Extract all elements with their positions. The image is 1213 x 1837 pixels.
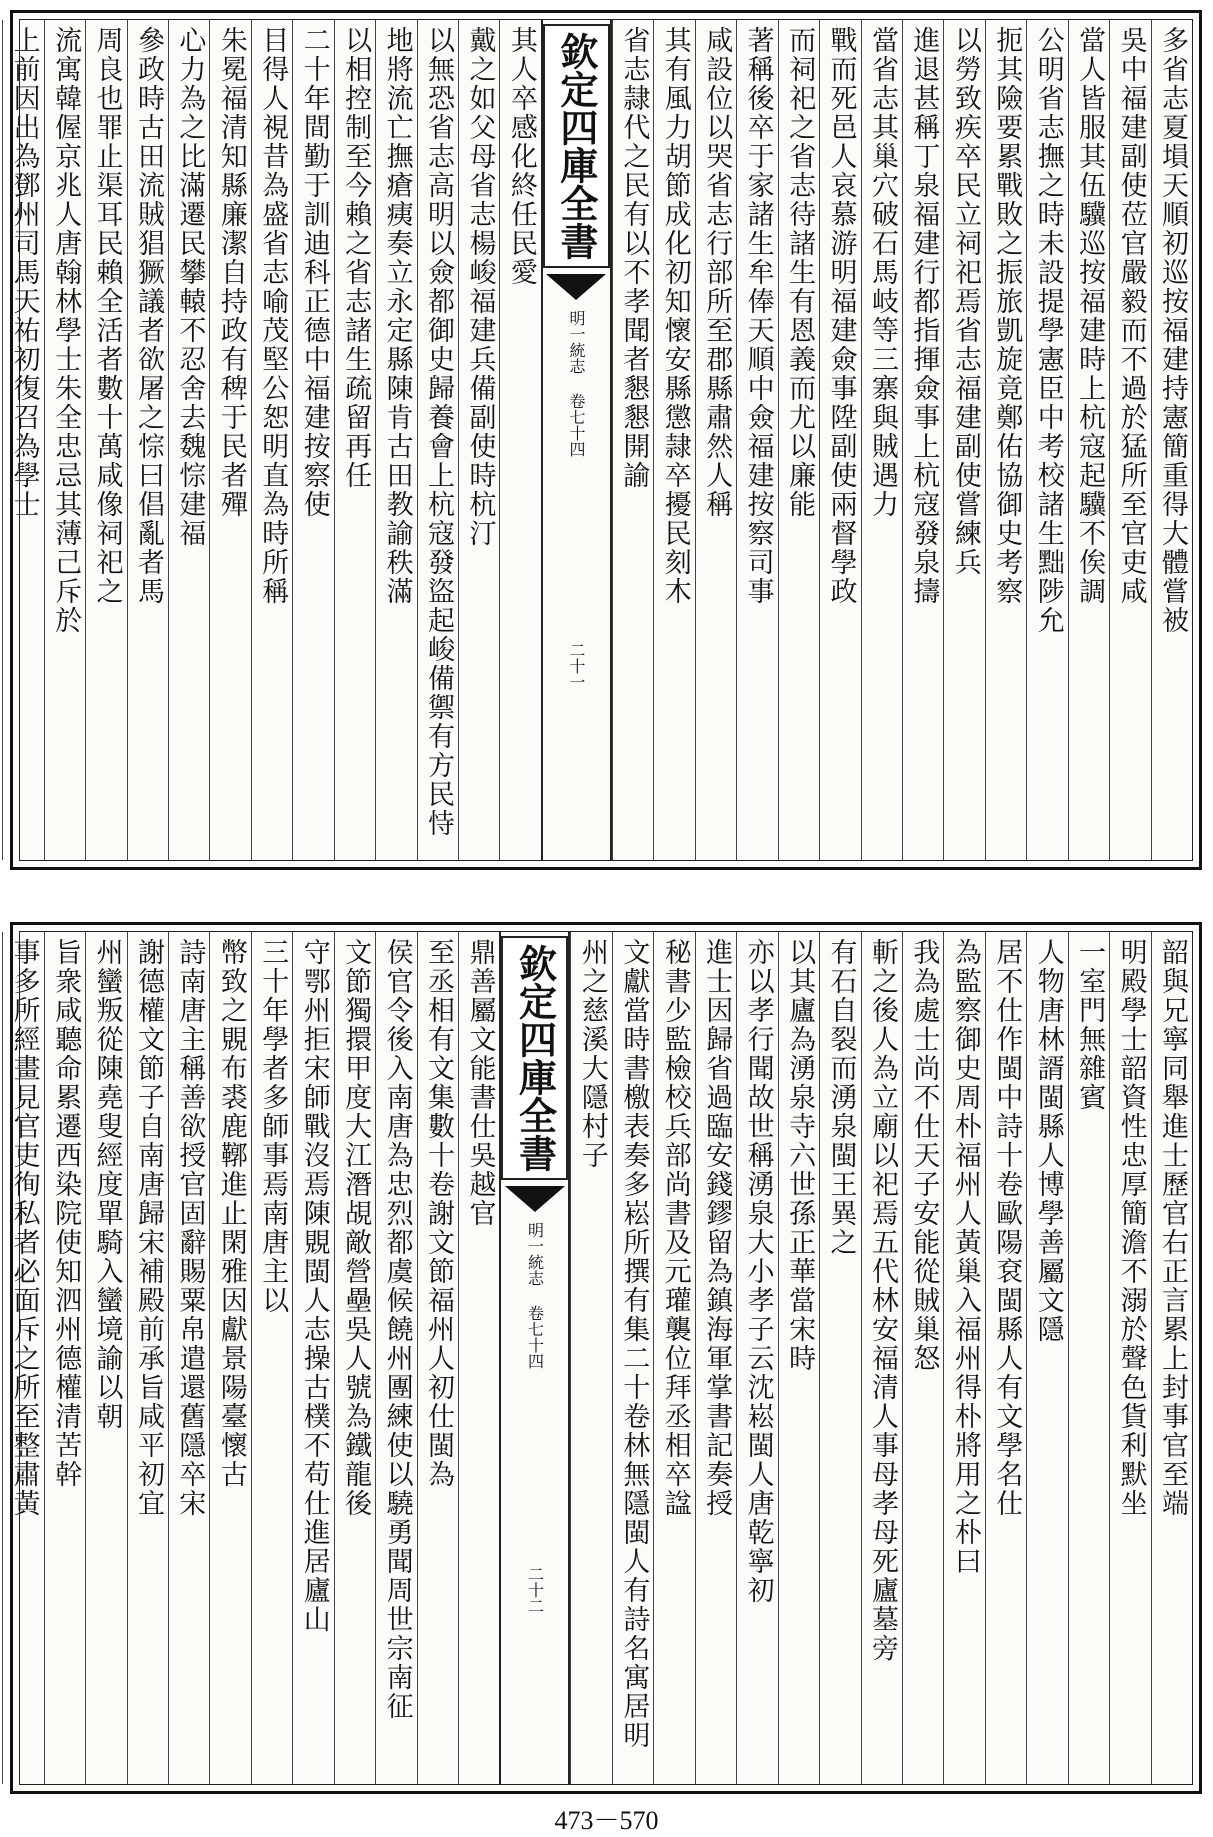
text-column: 著稱後卒于家諸生牟俸天順中僉福建按察司事	[736, 20, 777, 860]
spine-title: 欽定四庫全書	[501, 936, 568, 1180]
text-column: 詩南唐主稱善欲授官固辭賜粟帛遣還舊隱卒宋	[168, 932, 209, 1784]
spine-folio: 二十二	[525, 1566, 545, 1614]
text-column: 上前因出為鄧州司馬天祐初復召為學士	[2, 20, 43, 860]
text-column: 侯官令後入南唐為忠烈都虞候饒州團練使以驍勇聞周世宗南征	[375, 932, 416, 1784]
text-column: 人物唐林諝閩縣人博學善屬文隱	[1026, 932, 1067, 1784]
text-column: 吳中福建副使莅官嚴毅而不過於猛所至官吏咸	[1109, 20, 1150, 860]
top-right-text-block	[612, 20, 1192, 860]
text-column: 一室門無雜賓	[1068, 932, 1109, 1784]
page-number: 473－570	[554, 1806, 659, 1835]
spine-title: 欽定四庫全書	[543, 24, 610, 268]
text-column: 當人皆服其伍驥巡按福建時上杭寇起驥不俟調	[1068, 20, 1109, 860]
text-column: 戴之如父母省志楊峻福建兵備副使時杭汀	[458, 20, 499, 860]
text-column: 居不仕作閩中詩十卷歐陽袞閩縣人有文學名仕	[985, 932, 1026, 1784]
text-column: 其人卒感化終任民愛	[499, 20, 540, 860]
text-column: 幣致之覞布裘鹿鞹進止閑雅因獻景陽臺懷古	[209, 932, 250, 1784]
top-page	[10, 10, 1202, 870]
top-page-frame	[8, 19, 1193, 861]
text-column: 鼎善屬文能書仕吳越官	[458, 932, 499, 1784]
text-column: 守鄂州拒宋師戰沒焉陳覞閩人志操古樸不苟仕進居廬山	[292, 932, 333, 1784]
text-column: 多省志夏塤天順初巡按福建持憲簡重得大體嘗被	[1151, 20, 1192, 860]
text-column: 流寓韓偓京兆人唐翰林學士朱全忠忌其薄己斥於	[44, 20, 85, 860]
text-column: 以其廬為湧泉寺六世孫正華當宋時	[778, 932, 819, 1784]
top-spine	[541, 20, 612, 860]
text-column: 進退甚稱丁泉福建行都指揮僉事上杭寇發泉擣	[902, 20, 943, 860]
bottom-page-frame	[8, 931, 1193, 1785]
text-column: 至丞相有文集數十卷謝文節福州人初仕閩為	[417, 932, 458, 1784]
text-column: 三十年學者多師事焉南唐主以	[251, 932, 292, 1784]
text-column: 文獻當時書檄表奏多崧所撰有集二十卷林無隱閩人有詩名寓居明	[612, 932, 653, 1784]
text-column: 以相控制至今賴之省志諸生疏留再任	[334, 20, 375, 860]
spine-volume: 明一統志 卷七十四	[525, 1222, 545, 1369]
fishtail-ornament	[546, 274, 606, 300]
text-column: 事多所經畫見官吏徇私者必面斥之所至整肅黃	[2, 932, 43, 1784]
text-column: 戰而死邑人哀慕游明福建僉事陞副使兩督學政	[819, 20, 860, 860]
text-column: 文節獨擐甲度大江潛覘敵營壘吳人號為鐵龍後	[334, 932, 375, 1784]
text-column: 二十年間勤于訓迪科正德中福建按察使	[292, 20, 333, 860]
text-column: 周良也罪止渠耳民賴全活者數十萬咸像祠祀之	[85, 20, 126, 860]
text-column: 地將流亡撫瘡痍奏立永定縣陳肯古田教諭秩滿	[375, 20, 416, 860]
text-column: 州蠻叛從陳堯叟經度單騎入蠻境諭以朝	[85, 932, 126, 1784]
text-column: 心力為之比滿遷民攀轅不忍舍去魏悰建福	[168, 20, 209, 860]
text-column: 進士因歸省過臨安錢鏐留為鎮海軍掌書記奏授	[695, 932, 736, 1784]
text-column: 有石自裂而湧泉閩王異之	[819, 932, 860, 1784]
top-left-text-block	[0, 20, 541, 860]
text-column: 韶與兄寧同舉進士歷官右正言累上封事官至端	[1151, 932, 1192, 1784]
spine-folio: 二十一	[566, 642, 586, 690]
text-column: 謝德權文節子自南唐歸宋補殿前承旨咸平初宜	[127, 932, 168, 1784]
text-column: 州之慈溪大隱村子	[570, 932, 611, 1784]
text-column: 為監察御史周朴福州人黃巢入福州得朴將用之朴曰	[943, 932, 984, 1784]
text-column: 省志隷代之民有以不孝聞者懇懇開諭	[612, 20, 653, 860]
text-column: 旨衆咸聽命累遷西染院使知泗州德權清苦幹	[44, 932, 85, 1784]
text-column: 亦以孝行聞故世稱湧泉大小孝子云沈崧閩人唐乾寧初	[736, 932, 777, 1784]
text-column: 而祠祀之省志待諸生有恩義而尤以廉能	[778, 20, 819, 860]
spine-volume: 明一統志 卷七十四	[566, 310, 586, 457]
text-column: 秘書少監檢校兵部尚書及元瓘襲位拜丞相卒諡	[653, 932, 694, 1784]
text-column: 以無恐省志高明以僉都御史歸養會上杭寇發盜起峻備禦有方民恃	[417, 20, 458, 860]
bottom-left-text-block	[0, 932, 499, 1784]
text-column: 以勞致疾卒民立祠祀焉省志福建副使嘗練兵	[943, 20, 984, 860]
text-column: 其有風力胡節成化初知懷安縣懲隷卒擾民刻木	[653, 20, 694, 860]
text-column: 朱冕福清知縣廉潔自持政有稗于民者殫	[209, 20, 250, 860]
bottom-page	[10, 922, 1202, 1794]
text-column: 明殿學士韶資性忠厚簡澹不溺於聲色貨利默坐	[1109, 932, 1150, 1784]
bottom-right-text-block	[570, 932, 1192, 1784]
text-column: 參政時古田流賊猖獗議者欲屠之悰曰倡亂者馬	[127, 20, 168, 860]
text-column: 斬之後人為立廟以祀焉五代林安福清人事母孝母死廬墓旁	[861, 932, 902, 1784]
bottom-spine	[499, 932, 570, 1784]
text-column: 我為處士尚不仕天子安能從賊巢怒	[902, 932, 943, 1784]
text-column: 公明省志撫之時未設提學憲臣中考校諸生黜陟允	[1026, 20, 1067, 860]
text-column: 目得人視昔為盛省志喻茂堅公恕明直為時所稱	[251, 20, 292, 860]
text-column: 咸設位以哭省志行部所至郡縣肅然人稱	[695, 20, 736, 860]
fishtail-ornament	[505, 1186, 565, 1212]
text-column: 當省志其巢穴破石馬岐等三寨與賊遇力	[861, 20, 902, 860]
text-column: 扼其險要累戰敗之振旅凱旋竟鄭佑協御史考察	[985, 20, 1026, 860]
